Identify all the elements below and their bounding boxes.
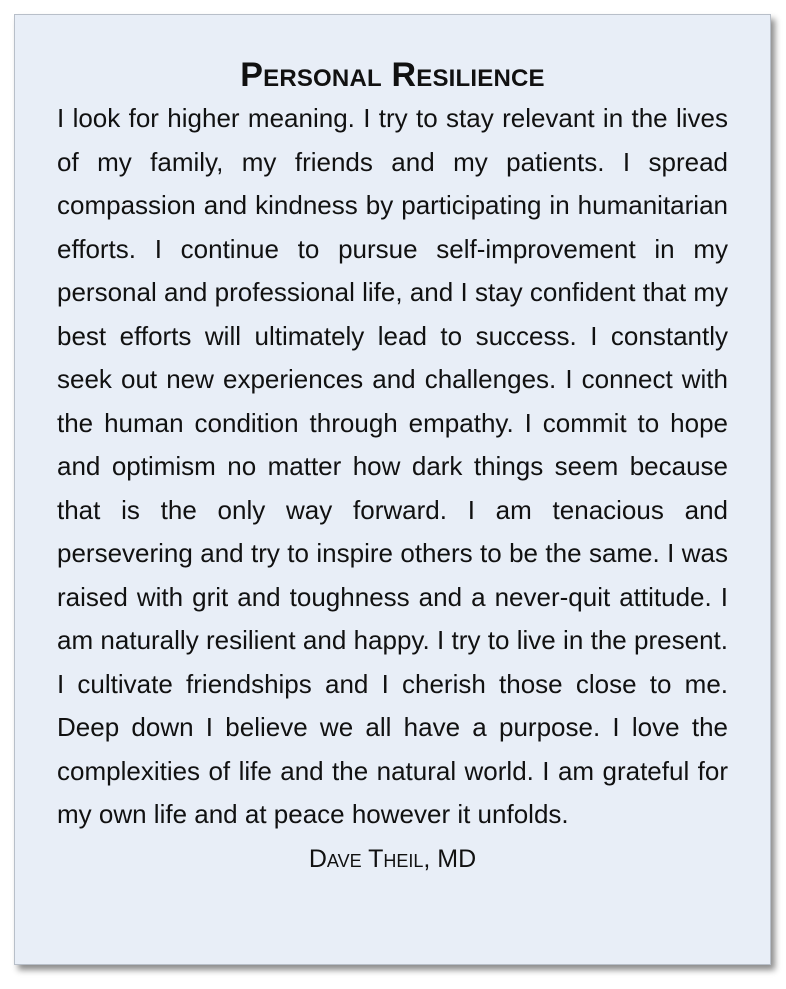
resilience-card — [14, 14, 771, 965]
document-title: Personal Resilience — [240, 56, 545, 94]
document-body: I look for higher meaning. I try to stay relevant in the lives of my family, my friends and my patients. I spread compassion and kindness by participating in humanitarian efforts. I continue to pursue self-improvement in my personal and professional life, and I stay confident that my best efforts will ultimately lead to success. I constantly seek out new experiences and challenges. I connect with the human condition through empathy. I commit to hope and optimism no matter how dark things seem because that is the only way forward. I am tenacious and persevering and try to inspire others to be the same. I was raised with grit and toughness and a never-quit attitude. I am naturally resilient and happy. I try to live in the present. I cultivate friendships and I cherish those close to me. Deep down I believe we all have a purpose. I love the complexities of life and the natural world. I am grateful for my own life and at peace however it unfolds. — [57, 103, 728, 829]
document-author: Dave Theil, MD — [308, 844, 477, 873]
